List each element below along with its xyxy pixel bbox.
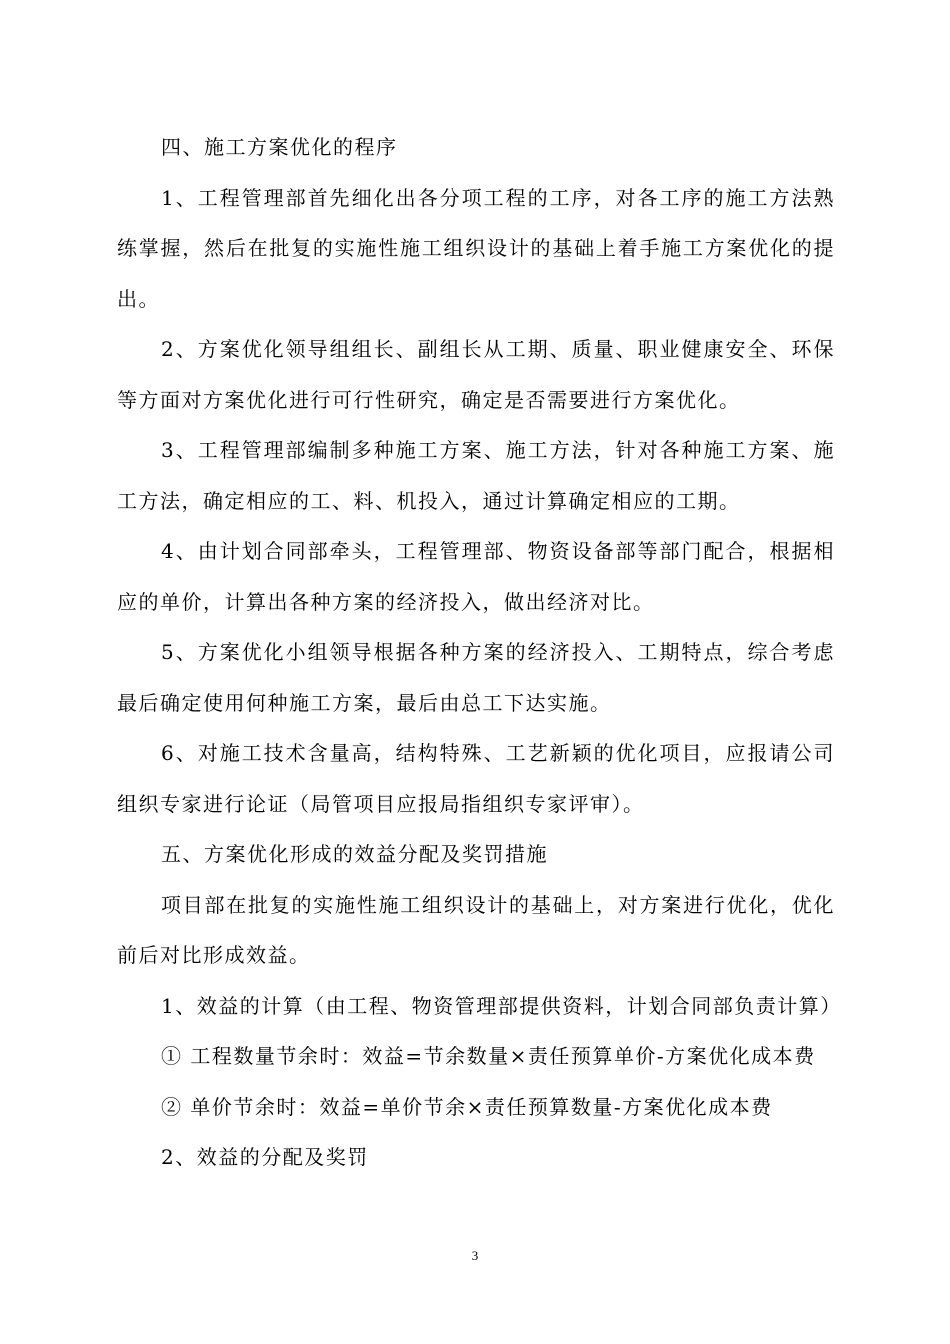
paragraph-benefit-distribution: 2、效益的分配及奖罚 (161, 1145, 369, 1169)
paragraph-step-6: 6、对施工技术含量高，结构特殊、工艺新颖的优化项目，应报请公司组织专家进行论证（局管项目应报局指组织专家评审）。 (117, 741, 835, 816)
page-number: 3 (471, 1248, 479, 1263)
paragraph-benefit-calculation: 1、效益的计算（由工程、物资管理部提供资料，计划合同部负责计算） (161, 993, 842, 1018)
paragraph-step-4: 4、由计划合同部牵头，工程管理部、物资设备部等部门配合，根据相应的单价，计算出各种方案的经济投入，做出经济对比。 (117, 539, 835, 614)
paragraph-step-2: 2、方案优化领导组组长、副组长从工期、质量、职业健康安全、环保等方面对方案优化进行可行性研究，确定是否需要进行方案优化。 (117, 337, 835, 412)
paragraph-benefit-intro: 项目部在批复的实施性施工组织设计的基础上，对方案进行优化，优化前后对比形成效益。 (117, 892, 835, 967)
formula-unit-price-savings: ② 单价节余时：效益=单价节余×责任预算数量-方案优化成本费 (161, 1094, 773, 1119)
paragraph-step-1: 1、工程管理部首先细化出各分项工程的工序，对各工序的施工方法熟练掌握，然后在批复的实施性施工组织设计的基础上着手施工方案优化的提出。 (117, 185, 835, 311)
section-heading-5: 五、方案优化形成的效益分配及奖罚措施 (161, 842, 548, 866)
document-body (117, 122, 842, 1183)
paragraph-step-5: 5、方案优化小组领导根据各种方案的经济投入、工期特点，综合考虑最后确定使用何种施工方案，最后由总工下达实施。 (117, 640, 835, 715)
paragraph-step-3: 3、工程管理部编制多种施工方案、施工方法，针对各种施工方案、施工方法，确定相应的工、料、机投入，通过计算确定相应的工期。 (117, 438, 835, 513)
formula-quantity-savings: ① 工程数量节余时：效益=节余数量×责任预算单价-方案优化成本费 (161, 1044, 816, 1068)
section-heading-4: 四、施工方案优化的程序 (161, 135, 398, 159)
